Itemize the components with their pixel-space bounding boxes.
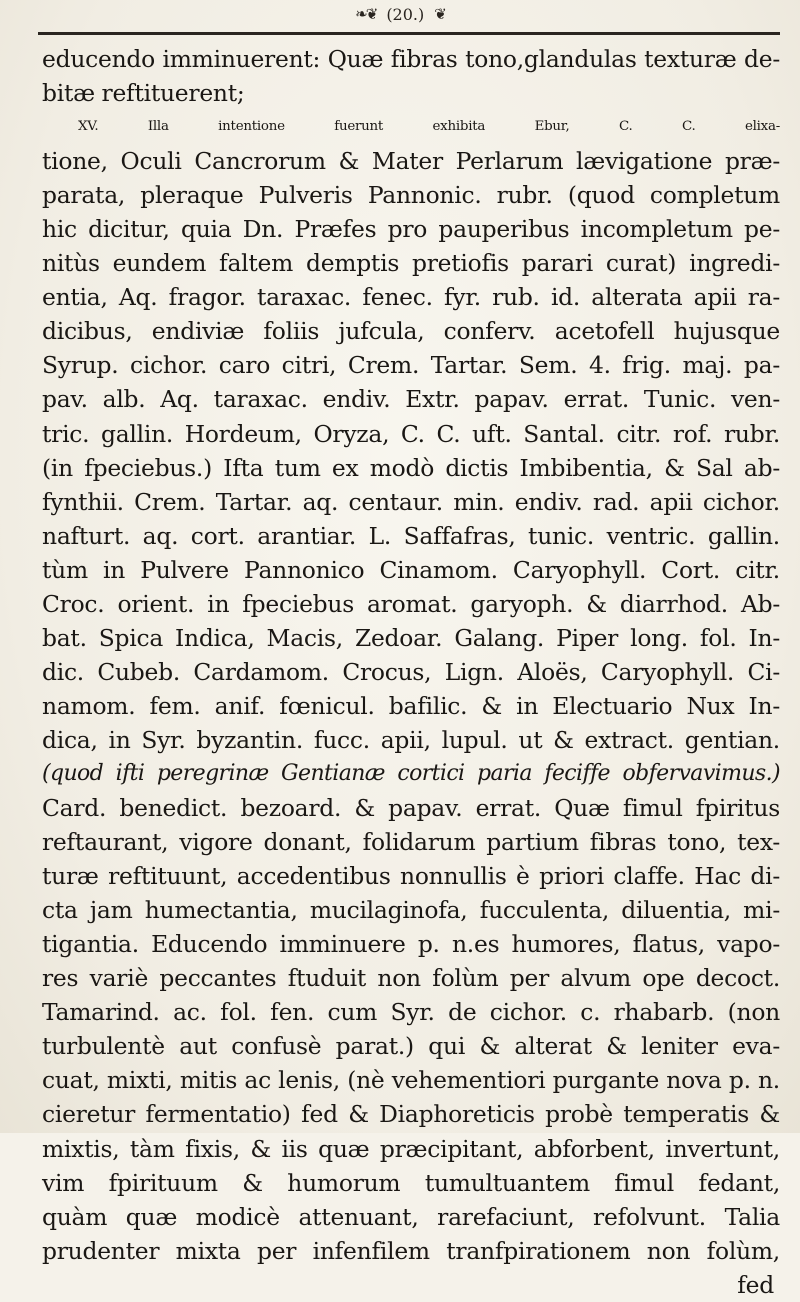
text-line: dica, in Syr. byzantin. fucc. apii, lupul. ut & extract. gentian. bbox=[42, 725, 780, 754]
text-line: nafturt. aq. cort. arantiar. L. Saffafras, tunic. ventric. gallin. bbox=[42, 521, 780, 550]
text-line: cta jam humectantia, mucilaginofa, fucculenta, diluentia, mi- bbox=[42, 896, 780, 925]
text-line: nitùs eundem faltem demptis pretiofis parari curat) ingredi- bbox=[42, 249, 780, 278]
text-line: tric. gallin. Hordeum, Oryza, C. C. uft. Santal. citr. rof. rubr. bbox=[42, 419, 780, 448]
text-line: Card. benedict. bezoard. & papav. errat. Quæ fimul fpiritus bbox=[42, 794, 780, 823]
page-header bbox=[0, 0, 800, 28]
text-line: mixtis, tàm fixis, & iis quæ præcipitant, abforbent, invertunt, bbox=[42, 1134, 780, 1163]
text-line-content: (quod ifti peregrinæ Gentianæ cortici paria feciffe obfervavimus.) bbox=[42, 760, 780, 786]
text-line: cuat, mixti, mitis ac lenis, (nè vehementiori purgante nova p. n. bbox=[42, 1066, 780, 1095]
text-line: reftaurant, vigore donant, folidarum partium fibras tono, tex- bbox=[42, 828, 780, 857]
text-line: entia, Aq. fragor. taraxac. fenec. fyr. rub. id. alterata apii ra- bbox=[42, 283, 780, 312]
text-line: Tamarind. ac. fol. fen. cum Syr. de cichor. c. rhabarb. (non bbox=[42, 998, 780, 1027]
header-rule bbox=[38, 32, 780, 35]
text-line: bitæ reftituerent; bbox=[42, 79, 245, 108]
text-line: (in fpeciebus.) Ifta tum ex modò dictis Imbibentia, & Sal ab- bbox=[42, 453, 780, 482]
ornament-left: ❧❦ bbox=[355, 5, 377, 23]
text-line: quàm quæ modicè attenuant, rarefaciunt, refolvunt. Talia bbox=[42, 1202, 780, 1231]
text-line: tigantia. Educendo imminuere p. n.es humores, flatus, vapo- bbox=[42, 930, 780, 959]
text-line: res variè peccantes ftuduit non folùm per alvum ope decoct. bbox=[42, 964, 780, 993]
text-line: cieretur fermentatio) fed & Diaphoreticis probè temperatis & bbox=[42, 1100, 780, 1129]
text-line: educendo imminuerent: Quæ fibras tono,glandulas texturæ de- bbox=[42, 45, 780, 73]
text-line: Syrup. cichor. caro citri, Crem. Tartar. Sem. 4. frig. maj. pa- bbox=[42, 351, 780, 380]
text-line: Croc. orient. in fpeciebus aromat. garyoph. & diarrhod. Ab- bbox=[42, 589, 780, 618]
ornament-right: ❦ bbox=[434, 5, 445, 23]
text-line bbox=[42, 757, 780, 791]
text-line: parata, pleraque Pulveris Pannonic. rubr. (quod completum bbox=[42, 181, 780, 210]
body-text bbox=[42, 42, 780, 1302]
page-number: (20.) bbox=[386, 4, 425, 24]
text-line: turæ reftituunt, accedentibus nonnullis è priori claffe. Hac di- bbox=[42, 862, 780, 891]
text-line: turbulentè aut confusè parat.) qui & alterat & leniter eva- bbox=[42, 1032, 780, 1061]
text-line: tùm in Pulvere Pannonico Cinamom. Caryophyll. Cort. citr. bbox=[42, 555, 780, 584]
text-line: bat. Spica Indica, Macis, Zedoar. Galang. Piper long. fol. In- bbox=[42, 623, 780, 652]
catchword: fed bbox=[737, 1270, 774, 1299]
text-line: hic dicitur, quia Dn. Præfes pro pauperibus incompletum pe- bbox=[42, 215, 780, 244]
text-line: namom. fem. anif. fœnicul. bafilic. & in Electuario Nux In- bbox=[42, 691, 780, 720]
text-line: dicibus, endiviæ foliis jufcula, conferv. acetofell hujusque bbox=[42, 317, 780, 346]
text-line: vim fpirituum & humorum tumultuantem fimul fedant, bbox=[42, 1168, 780, 1197]
text-line: fynthii. Crem. Tartar. aq. centaur. min. endiv. rad. apii cichor. bbox=[42, 487, 780, 516]
text-line: pav. alb. Aq. taraxac. endiv. Extr. papav. errat. Tunic. ven- bbox=[42, 385, 780, 414]
text-line: prudenter mixta per infenfilem tranfpirationem non folùm, bbox=[42, 1236, 780, 1265]
text-line: XV. Illa intentione fuerunt exhibita Ebur, C. C. elixa- bbox=[78, 119, 780, 135]
text-line: tione, Oculi Cancrorum & Mater Perlarum lævigatione præ- bbox=[42, 147, 780, 176]
text-line: dic. Cubeb. Cardamom. Crocus, Lign. Aloës, Caryophyll. Ci- bbox=[42, 657, 780, 686]
